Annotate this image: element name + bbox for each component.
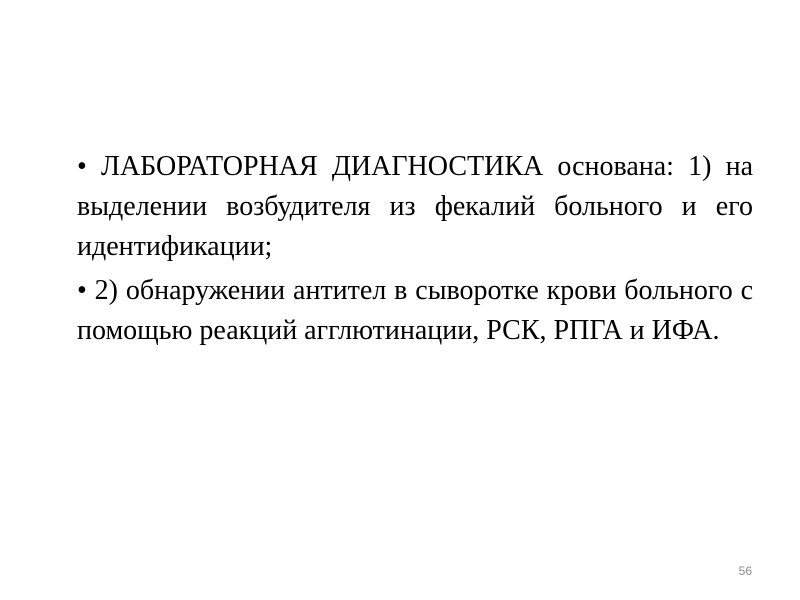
bullet-paragraph-2: • 2) обнаружении антител в сыворотке крови больного с помощью реакций агглютинации, РСК, РПГА и ИФА. [77,275,753,346]
bullet-paragraph-1: • ЛАБОРАТОРНАЯ ДИАГНОСТИКА основана: 1) на выделении возбудителя из фекалий больного и его идентификации; [77,151,753,262]
slide-body [77,147,753,355]
page-number: 56 [738,564,752,578]
